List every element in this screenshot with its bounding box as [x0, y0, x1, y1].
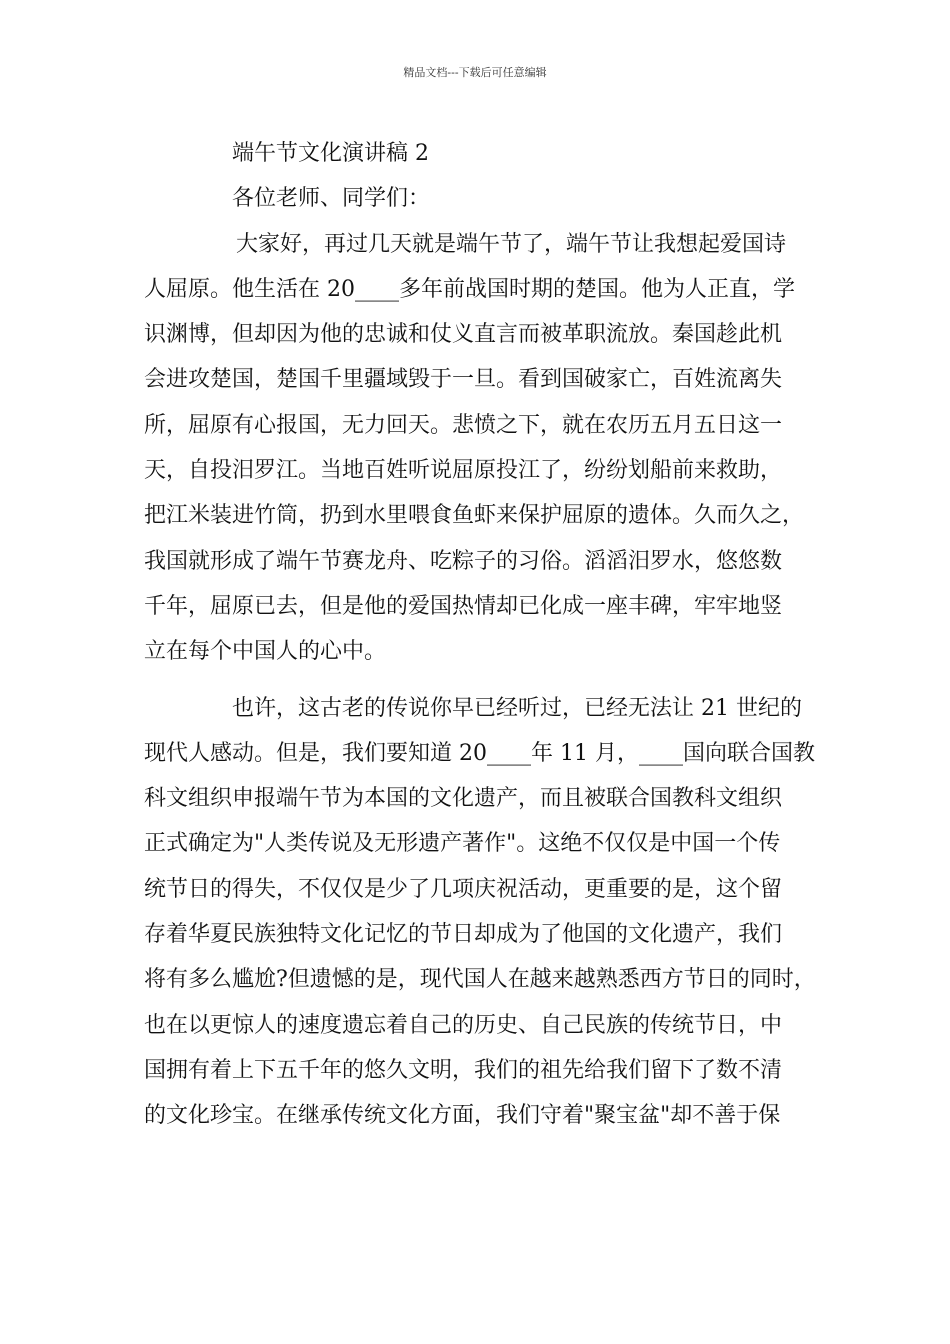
- paragraph-line: 识渊博，但却因为他的忠诚和仗义直言而被革职流放。秦国趁此机: [144, 322, 783, 348]
- paragraph-line: 千年，屈原已去，但是他的爱国热情却已化成一座丰碑，牢牢地竖: [144, 593, 783, 619]
- paragraph-line: 人屈原。他生活在 20____多年前战国时期的楚国。他为人正直，学: [144, 276, 795, 302]
- paragraph-line: 统节日的得失，不仅仅是少了几项庆祝活动，更重要的是，这个留: [144, 876, 783, 902]
- paragraph-line: 存着华夏民族独特文化记忆的节日却成为了他国的文化遗产，我们: [144, 922, 783, 948]
- document-body: [144, 131, 816, 1139]
- paragraph-2: [144, 686, 816, 1139]
- paragraph-line: 立在每个中国人的心中。: [144, 639, 387, 665]
- paragraph-line: 国拥有着上下五千年的悠久文明，我们的祖先给我们留下了数不清: [144, 1057, 783, 1083]
- paragraph-line: 把江米装进竹筒，扔到水里喂食鱼虾来保护屈原的遗体。久而久之，: [144, 503, 805, 529]
- paragraph-line: 所，屈原有心报国，无力回天。悲愤之下，就在农历五月五日这一: [144, 412, 783, 438]
- paragraph-line: 我国就形成了端午节赛龙舟、吃粽子的习俗。滔滔汨罗水，悠悠数: [144, 548, 783, 574]
- salutation: 各位老师、同学们：: [232, 186, 431, 212]
- paragraph-spacer: [144, 675, 804, 686]
- paragraph-line: 天，自投汨罗江。当地百姓听说屈原投江了，纷纷划船前来救助，: [144, 458, 783, 484]
- paragraph-line: 大家好，再过几天就是端午节了，端午节让我想起爱国诗: [236, 231, 787, 257]
- paragraph-line: 的文化珍宝。在继承传统文化方面，我们守着"聚宝盆"却不善于保: [144, 1103, 781, 1129]
- paragraph-line: 科文组织申报端午节为本国的文化遗产，而且被联合国教科文组织: [144, 786, 783, 812]
- paragraph-1: [144, 222, 804, 675]
- paragraph-line: 将有多么尴尬?但遗憾的是，现代国人在越来越熟悉西方节日的同时，: [144, 967, 816, 993]
- paragraph-line: 也在以更惊人的速度遗忘着自己的历史、自己民族的传统节日，中: [144, 1012, 783, 1038]
- paragraph-line: 会进攻楚国，楚国千里疆域毁于一旦。看到国破家亡，百姓流离失: [144, 367, 783, 393]
- document-title: 端午节文化演讲稿 2: [232, 141, 429, 166]
- paragraph-line: 正式确定为"人类传说及无形遗产著作"。这绝不仅仅是中国一个传: [144, 831, 781, 857]
- paragraph-line: 现代人感动。但是，我们要知道 20____年 11 月，____国向联合国教: [144, 740, 815, 766]
- page-header: 精品文档---下载后可任意编辑: [403, 66, 547, 79]
- paragraph-line: 也许，这古老的传说你早已经听过，已经无法让 21 世纪的: [232, 695, 802, 721]
